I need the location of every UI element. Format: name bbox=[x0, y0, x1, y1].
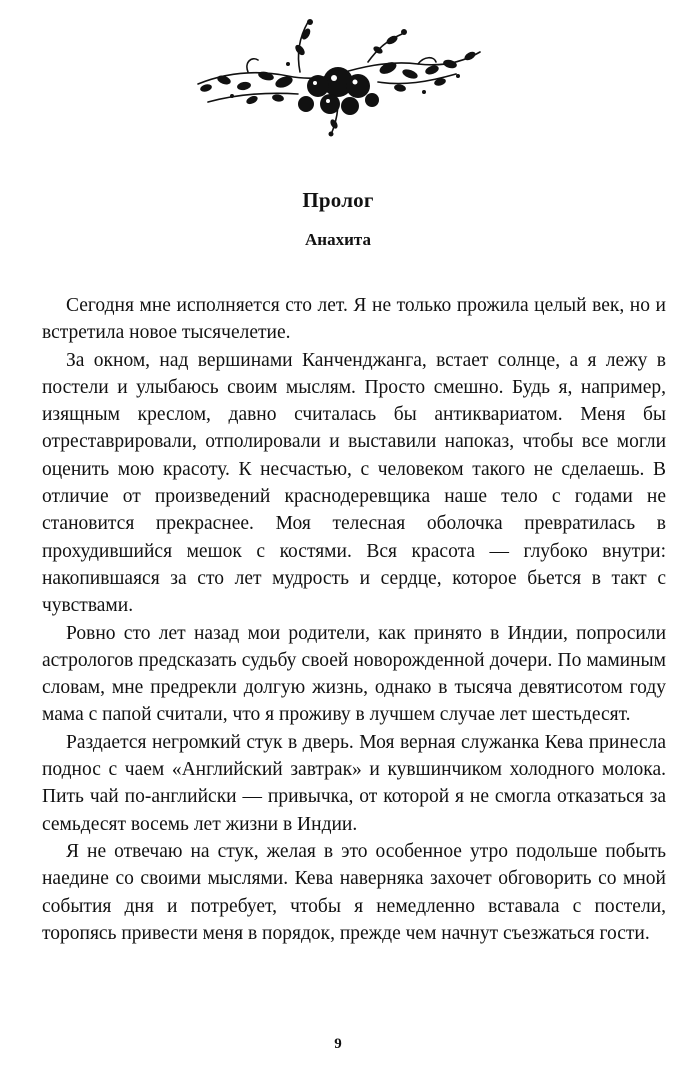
chapter-title: Пролог bbox=[302, 188, 374, 212]
paragraph: За окном, над вершинами Канченджанга, встает солнце, а я лежу в постели и улыбаюсь своим мыслям. Просто смешно. Будь я, например, изящным креслом, давно считалась бы антиквариатом. Меня бы отреставрировали, отполировали и выставили напоказ, чтобы все могли оценить мою красоту. К несчастью, с человеком такого не сделаешь. В отличие от произведений краснодеревщика наше тело с годами не становится прекраснее. Моя телесная оболочка превратилась в прохудившийся мешок с костями. Вся красота — глубоко внутри: накопившаяся за сто лет мудрость и сердце, которое бьется в такт с чувствами. bbox=[42, 349, 666, 617]
page-number: 9 bbox=[334, 1036, 342, 1052]
paragraph: Я не отвечаю на стук, желая в это особенное утро подольше побыть наедине со своими мыслями. Кева наверняка захочет обговорить со мной события дня и потребует, чтобы я немедленно вставала с постели, торопясь привести меня в порядок, прежде чем начнут съезжаться гости. bbox=[42, 840, 666, 944]
floral-vignette-icon bbox=[188, 12, 488, 140]
chapter-subtitle: Анахита bbox=[305, 230, 371, 249]
paragraph: Раздается негромкий стук в дверь. Моя верная служанка Кева принесла поднос с чаем «Английский завтрак» и кувшинчиком холодного молока. Пить чай по-английски — привычка, от которой я не смогла отказаться за семьдесят восемь лет жизни в Индии. bbox=[42, 731, 666, 835]
body-text bbox=[42, 292, 666, 947]
paragraph: Ровно сто лет назад мои родители, как принято в Индии, попросили астрологов предсказать судьбу своей новорожденной дочери. По маминым словам, мне предрекли долгую жизнь, однако в тысяча девятисотом году мама с папой считали, что я проживу в лучшем случае лет шестьдесят. bbox=[42, 622, 666, 726]
paragraph: Сегодня мне исполняется сто лет. Я не только прожила целый век, но и встретила новое тысячелетие. bbox=[42, 295, 666, 344]
